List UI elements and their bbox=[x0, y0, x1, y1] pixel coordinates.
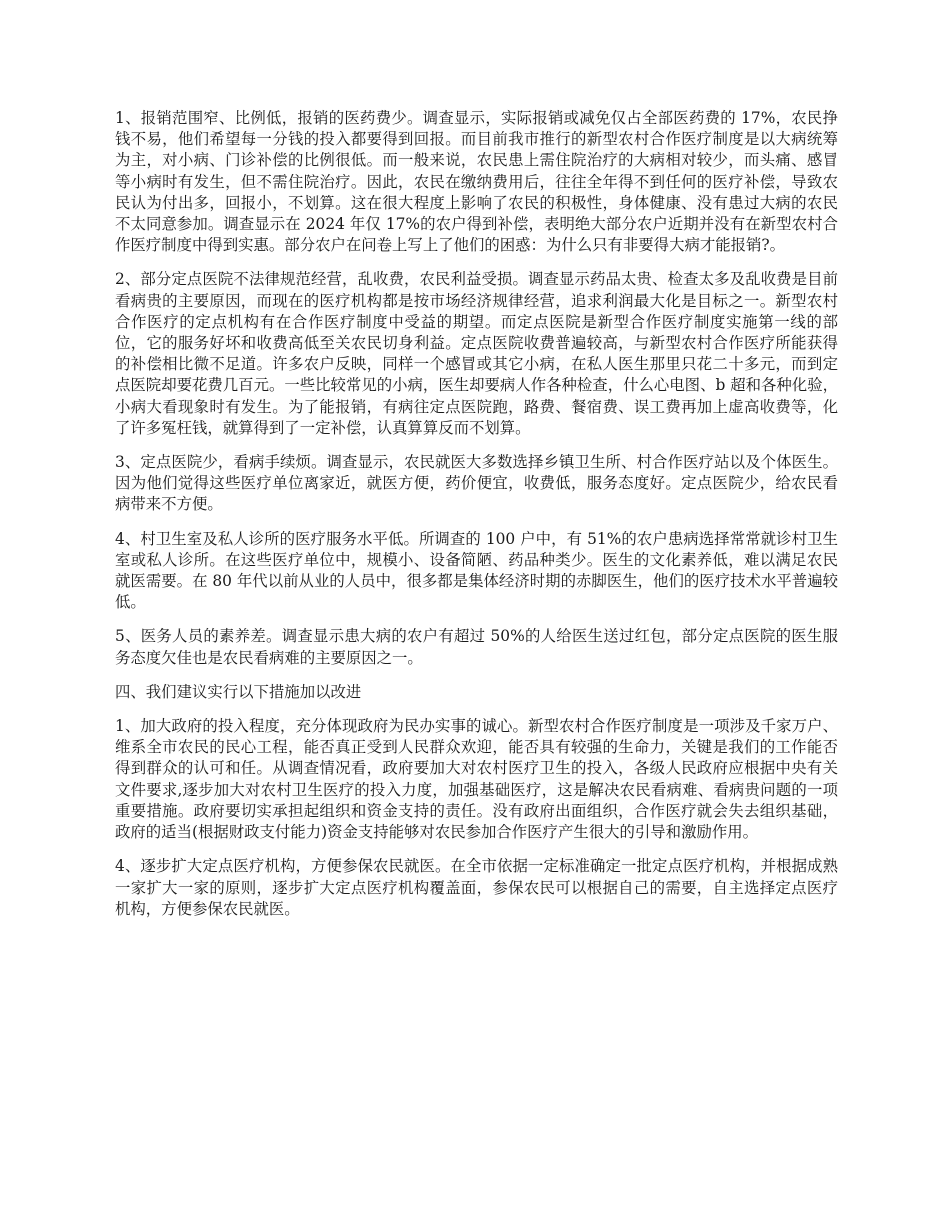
section-heading: 四、我们建议实行以下措施加以改进 bbox=[115, 682, 362, 701]
paragraph-designated-hospitals-fees: 2、部分定点医院不法律规范经营，乱收费，农民利益受损。调查显示药品太贵、检查太多及乱收费是目前看病贵的主要原因，而现在的医疗机构都是按市场经济规律经营，追求利润最大化是目标之一。新型农村合作医疗的定点机构有在合作医疗制度中受益的期望。而定点医院是新型合作医疗制度实施第一线的部位，它的服务好坏和收费高低至关农民切身利益。定点医院收费普遍较高，与新型农村合作医疗所能获得的补偿相比微不足道。许多农户反映，同样一个感冒或其它小病，在私人医生那里只花二十多元，而到定点医院却要花费几百元。一些比较常见的小病，医生却要病人作各种检查，什么心电图、b 超和各种化验，小病大看现象时有发生。为了能报销，有病往定点医院跑，路费、餐宿费、误工费再加上虚高收费等，化了许多冤枉钱，就算得到了一定补偿，认真算算反而不划算。 bbox=[115, 270, 838, 437]
paragraph-expand-designated-institutions: 4、逐步扩大定点医疗机构，方便参保农民就医。在全市依据一定标准确定一批定点医疗机构，并根据成熟一家扩大一家的原则，逐步扩大定点医疗机构覆盖面，参保农民可以根据自己的需要，自主选择定点医疗机构，方便参保农民就医。 bbox=[115, 857, 838, 918]
paragraph-clinic-service-level: 4、村卫生室及私人诊所的医疗服务水平低。所调查的 100 户中，有 51%的农户患病选择常常就诊村卫生室或私人诊所。在这些医疗单位中，规模小、设备简陋、药品种类少。医生的文化素养低，难以满足农民就医需要。在 80 年代以前从业的人员中，很多都是集体经济时期的赤脚医生，他们的医疗技术水平普遍较低。 bbox=[115, 529, 838, 612]
paragraph-staff-quality: 5、医务人员的素养差。调查显示患大病的农户有超过 50%的人给医生送过红包，部分定点医院的医生服务态度欠佳也是农民看病难的主要原因之一。 bbox=[115, 627, 838, 667]
paragraph-few-designated-hospitals: 3、定点医院少，看病手续烦。调查显示，农民就医大多数选择乡镇卫生所、村合作医疗站以及个体医生。因为他们觉得这些医疗单位离家近，就医方便，药价便宜，收费低，服务态度好。定点医院少，给农民看病带来不方便。 bbox=[115, 453, 838, 514]
paragraph-government-investment: 1、加大政府的投入程度，充分体现政府为民办实事的诚心。新型农村合作医疗制度是一项涉及千家万户、维系全市农民的民心工程，能否真正受到人民群众欢迎，能否具有较强的生命力，关键是我们的工作能否得到群众的认可和任。从调查情况看，政府要加大对农村医疗卫生的投入，各级人民政府应根据中央有关文件要求,逐步加大对农村卫生医疗的投入力度，加强基础医疗，这是解决农民看病难、看病贵问题的一项重要措施。政府要切实承担起组织和资金支持的责任。没有政府出面组织，合作医疗就会失去组织基础，政府的适当(根据财政支付能力)资金支持能够对农民参加合作医疗产生很大的引导和激励作用。 bbox=[115, 717, 838, 842]
paragraph-reimbursement: 1、报销范围窄、比例低，报销的医药费少。调查显示，实际报销或减免仅占全部医药费的 17%，农民挣钱不易，他们希望每一分钱的投入都要得到回报。而目前我市推行的新型农村合作医疗制度是以大病统筹为主，对小病、门诊补偿的比例很低。而一般来说，农民患上需住院治疗的大病相对较少，而头痛、感冒等小病时有发生，但不需住院治疗。因此，农民在缴纳费用后，往往全年得不到任何的医疗补偿，导致农民认为付出多，回报小，不划算。这在很大程度上影响了农民的积极性，身体健康、没有患过大病的农民不太同意参加。调查显示在 2024 年仅 17%的农户得到补偿，表明绝大部分农户近期并没有在新型农村合作医疗制度中得到实惠。部分农户在问卷上写上了他们的困惑：为什么只有非要得大病才能报销?。 bbox=[115, 109, 838, 255]
